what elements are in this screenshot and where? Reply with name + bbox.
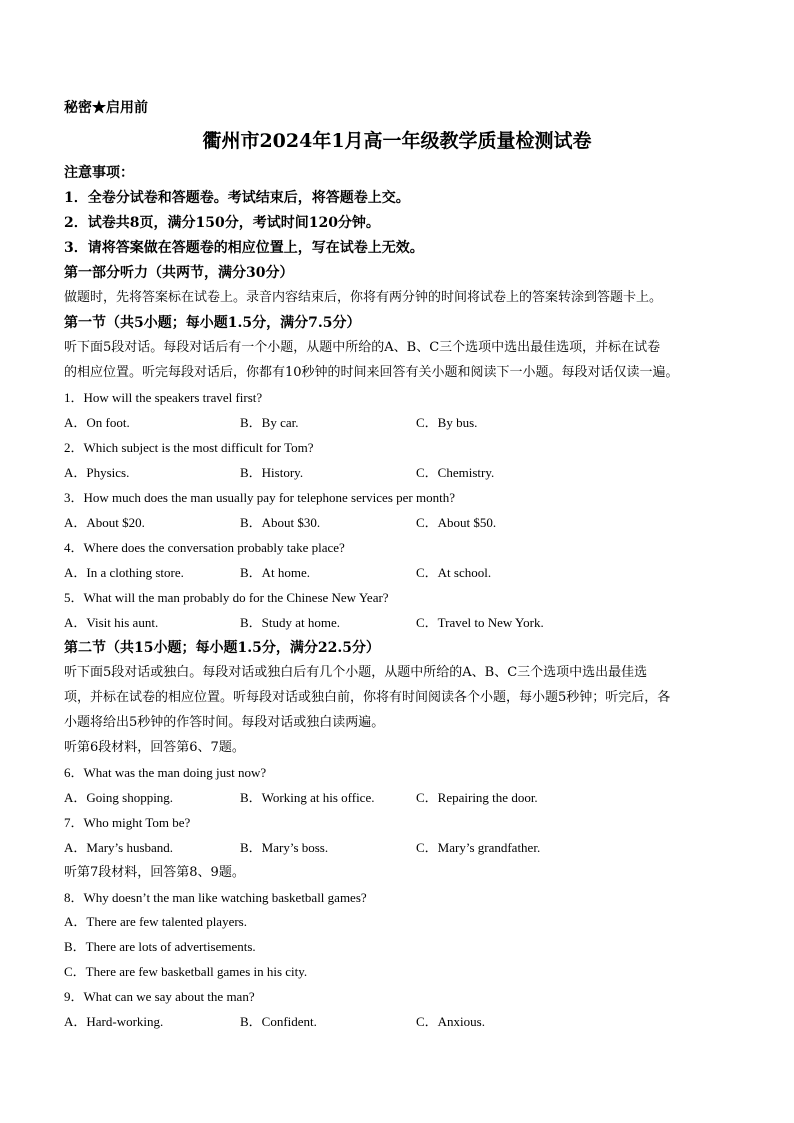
section1-heading: 第一节（共5小题；每小题1.5分，满分7.5分） xyxy=(64,315,361,331)
exam-title: 衢州市2024年1月高一年级教学质量检测试卷 xyxy=(202,130,592,152)
option-c: C．Repairing the door. xyxy=(416,790,538,805)
question: 6．What was the man doing just now? xyxy=(64,765,267,780)
option-c: C．At school. xyxy=(416,565,492,580)
option-a: A．Going shopping. xyxy=(64,790,174,805)
section2-instruction: 小题将给出5秒钟的作答时间。每段对话或独白读两遍。 xyxy=(64,715,385,730)
part1-instruction: 做题时，先将答案标在试卷上。录音内容结束后，你将有两分钟的时间将试卷上的答案转涂到答题卡上。 xyxy=(64,290,663,305)
option-c: C．About $50. xyxy=(416,515,497,530)
option-a: A．In a clothing store. xyxy=(64,565,184,580)
question: 1．How will the speakers travel first? xyxy=(64,390,263,405)
option-b: B．Mary’s boss. xyxy=(240,840,329,855)
option-a: A．About $20. xyxy=(64,515,145,530)
option-a: A．There are few talented players. xyxy=(64,914,247,929)
option-b: B．At home. xyxy=(240,565,311,580)
question: 2．Which subject is the most difficult for Tom? xyxy=(64,440,314,455)
section1-instruction: 的相应位置。听完每段对话后，你都有10秒钟的时间来回答有关小题和阅读下一小题。每段对话仅读一遍。 xyxy=(64,365,679,380)
question: 3．How much does the man usually pay for telephone services per month? xyxy=(64,490,455,505)
section2-instruction: 听下面5段对话或独白。每段对话或独白后有几个小题，从题中所给的A、B、C三个选项中选出最佳选 xyxy=(64,665,648,680)
option-b: B．There are lots of advertisements. xyxy=(64,939,256,954)
confidential-label: 秘密★启用前 xyxy=(64,100,148,116)
note-item: 3．请将答案做在答题卷的相应位置上，写在试卷上无效。 xyxy=(64,240,424,256)
option-a: A．Visit his aunt. xyxy=(64,615,159,630)
option-b: B．By car. xyxy=(240,415,299,430)
material-note: 听第6段材料，回答第6、7题。 xyxy=(64,740,245,755)
option-c: C．Anxious. xyxy=(416,1014,485,1029)
option-c: C．Mary’s grandfather. xyxy=(416,840,541,855)
option-a: A．Hard-working. xyxy=(64,1014,164,1029)
option-b: B．Confident. xyxy=(240,1014,317,1029)
section1-instruction: 听下面5段对话。每段对话后有一个小题，从题中所给的A、B、C三个选项中选出最佳选项，并标在试卷 xyxy=(64,340,661,355)
question: 4．Where does the conversation probably take place? xyxy=(64,540,345,555)
note-item: 1．全卷分试卷和答题卷。考试结束后，将答题卷上交。 xyxy=(64,190,410,206)
option-b: B．Study at home. xyxy=(240,615,341,630)
option-a: A．Mary’s husband. xyxy=(64,840,174,855)
option-c: C．Travel to New York. xyxy=(416,615,544,630)
option-b: B．Working at his office. xyxy=(240,790,375,805)
option-c: C．There are few basketball games in his city. xyxy=(64,964,308,979)
material-note: 听第7段材料，回答第8、9题。 xyxy=(64,865,245,880)
question: 8．Why doesn’t the man like watching basketball games? xyxy=(64,890,367,905)
question: 5．What will the man probably do for the Chinese New Year? xyxy=(64,590,389,605)
section2-instruction: 项，并标在试卷的相应位置。听每段对话或独白前，你将有时间阅读各个小题，每小题5秒钟；听完后，各 xyxy=(64,690,671,705)
part1-heading: 第一部分听力（共两节，满分30分） xyxy=(64,265,294,281)
note-item: 2．试卷共8页，满分150分，考试时间120分钟。 xyxy=(64,215,380,231)
section2-heading: 第二节（共15小题；每小题1.5分，满分22.5分） xyxy=(64,640,380,656)
option-c: C．By bus. xyxy=(416,415,478,430)
question: 7．Who might Tom be? xyxy=(64,815,191,830)
option-c: C．Chemistry. xyxy=(416,465,495,480)
option-a: A．On foot. xyxy=(64,415,130,430)
option-a: A．Physics. xyxy=(64,465,130,480)
option-b: B．History. xyxy=(240,465,304,480)
question: 9．What can we say about the man? xyxy=(64,989,255,1004)
option-b: B．About $30. xyxy=(240,515,321,530)
notes-heading: 注意事项： xyxy=(64,165,134,181)
